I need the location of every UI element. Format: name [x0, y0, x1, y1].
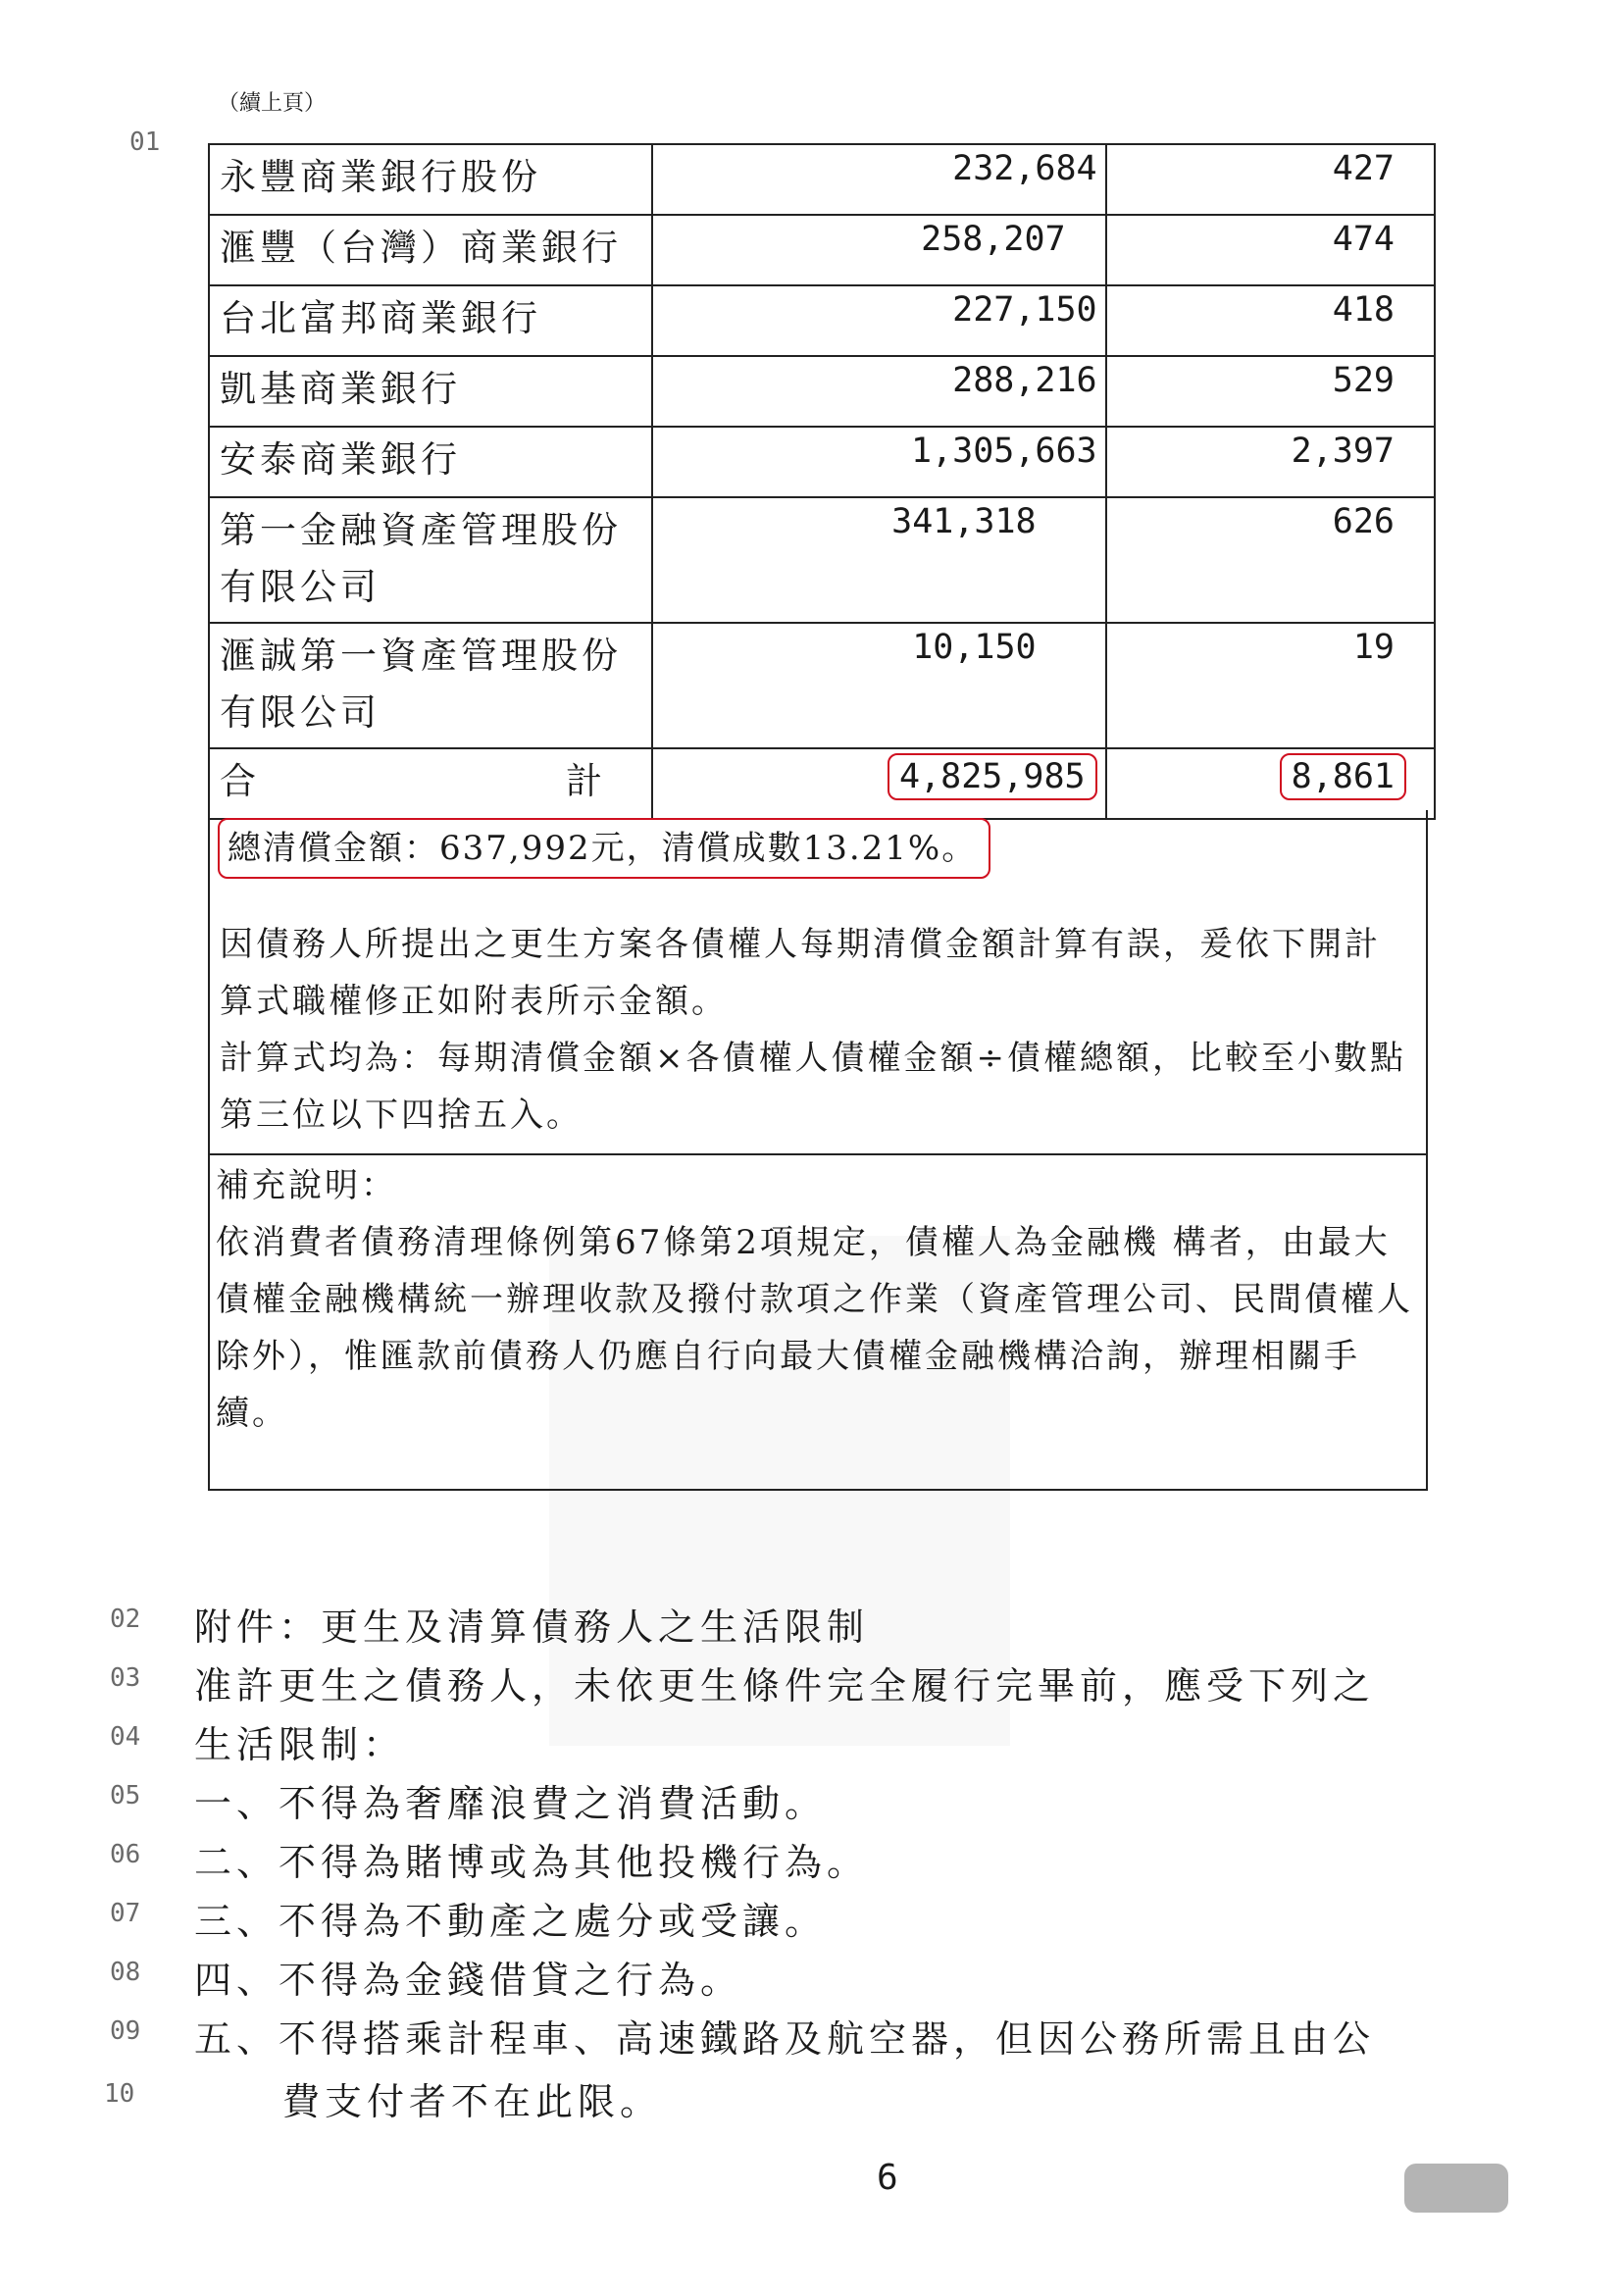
table-row: [209, 144, 1435, 215]
table-row: [209, 623, 1435, 748]
total-row: [209, 748, 1435, 819]
total-label-right: 計: [566, 760, 602, 802]
claim-amount: 10,150: [652, 623, 1106, 748]
total-label-left: 合: [220, 760, 256, 802]
explanation-line: 因債務人所提出之更生方案各債權人每期清償金額計算有誤，爰依下開計算式職權修正如附表所示金額。: [220, 925, 1381, 1021]
summary-text: 總清償金額：637,992元，清償成數13.21%。: [218, 818, 990, 879]
explanation-line: 計算式均為：每期清償金額×各債權人債權金額÷債權總額，比較至小數點第三位以下四捨五入。: [220, 1039, 1406, 1135]
claim-amount: 288,216: [652, 356, 1106, 427]
total-payment: 8,861: [1280, 753, 1406, 800]
total-claim-cell: [652, 748, 1106, 819]
payment-amount: 474: [1106, 215, 1435, 285]
claim-amount: 232,684: [652, 144, 1106, 215]
restriction-continuation: 費支付者不在此限。: [282, 2080, 663, 2123]
restriction-item: 一、不得為奢靡浪費之消費活動。: [194, 1782, 828, 1825]
line-number: 04: [110, 1722, 141, 1752]
summary-row: [210, 810, 1426, 883]
payment-amount: 626: [1106, 497, 1435, 623]
restriction-item: 五、不得搭乘計程車、高速鐵路及航空器，但因公務所需且由公: [194, 2017, 1376, 2061]
table-row: [209, 285, 1435, 356]
line-number: 05: [110, 1781, 141, 1810]
line-number: 10: [104, 2079, 135, 2109]
restriction-item: 四、不得為金錢借貸之行為。: [194, 1959, 743, 2002]
creditor-name: 永豐商業銀行股份: [209, 144, 652, 215]
line-number: 07: [110, 1899, 141, 1928]
claim-amount: 1,305,663: [652, 427, 1106, 497]
continued-note: （續上頁）: [218, 91, 327, 116]
line-number: 08: [110, 1958, 141, 1987]
table-row: [209, 215, 1435, 285]
supplement: [210, 1155, 1426, 1442]
payment-amount: 529: [1106, 356, 1435, 427]
table-row: [209, 497, 1435, 623]
creditor-name: 第一金融資產管理股份有限公司: [209, 497, 652, 623]
attachment-intro: 生活限制：: [194, 1723, 406, 1766]
creditor-name: 安泰商業銀行: [209, 427, 652, 497]
restriction-item: 三、不得為不動產之處分或受讓。: [194, 1900, 828, 1943]
notes-box: [208, 810, 1428, 1491]
line-number: 02: [110, 1605, 141, 1634]
payment-amount: 427: [1106, 144, 1435, 215]
payment-amount: 19: [1106, 623, 1435, 748]
payment-amount: 418: [1106, 285, 1435, 356]
line-number: 09: [110, 2016, 141, 2046]
claim-amount: 227,150: [652, 285, 1106, 356]
attachment-title: 附件：更生及清算債務人之生活限制: [194, 1606, 870, 1649]
line-number: 03: [110, 1663, 141, 1693]
creditor-table: [208, 143, 1436, 820]
total-label: [209, 748, 652, 819]
table-row: [209, 427, 1435, 497]
attachment-intro: 准許更生之債務人，未依更生條件完全履行完畢前，應受下列之: [194, 1664, 1376, 1708]
creditor-name: 滙豐（台灣）商業銀行: [209, 215, 652, 285]
claim-amount: 341,318: [652, 497, 1106, 623]
total-claim: 4,825,985: [888, 753, 1097, 800]
restriction-item: 二、不得為賭博或為其他投機行為。: [194, 1841, 870, 1884]
line-number: 06: [110, 1840, 141, 1869]
total-payment-cell: [1106, 748, 1435, 819]
claim-amount: 258,207: [652, 215, 1106, 285]
creditor-name: 台北富邦商業銀行: [209, 285, 652, 356]
supplement-text: 依消費者債務清理條例第67條第2項規定，債權人為金融機 構者，由最大債權金融機構統一辦理收款及撥付款項之作業（資產管理公司、民間債權人除外），惟匯款前債務人仍應自行向最大債權金融機構洽詢，辦理相關手續。: [216, 1223, 1413, 1433]
creditor-name: 滙誠第一資產管理股份有限公司: [209, 623, 652, 748]
table-row: [209, 356, 1435, 427]
explanation: [210, 883, 1426, 1155]
scan-marker-tab: [1404, 2164, 1508, 2213]
supplement-title: 補充說明：: [216, 1166, 397, 1205]
line-number: 01: [129, 127, 161, 157]
creditor-name: 凱基商業銀行: [209, 356, 652, 427]
payment-amount: 2,397: [1106, 427, 1435, 497]
page-number: 6: [877, 2158, 898, 2198]
